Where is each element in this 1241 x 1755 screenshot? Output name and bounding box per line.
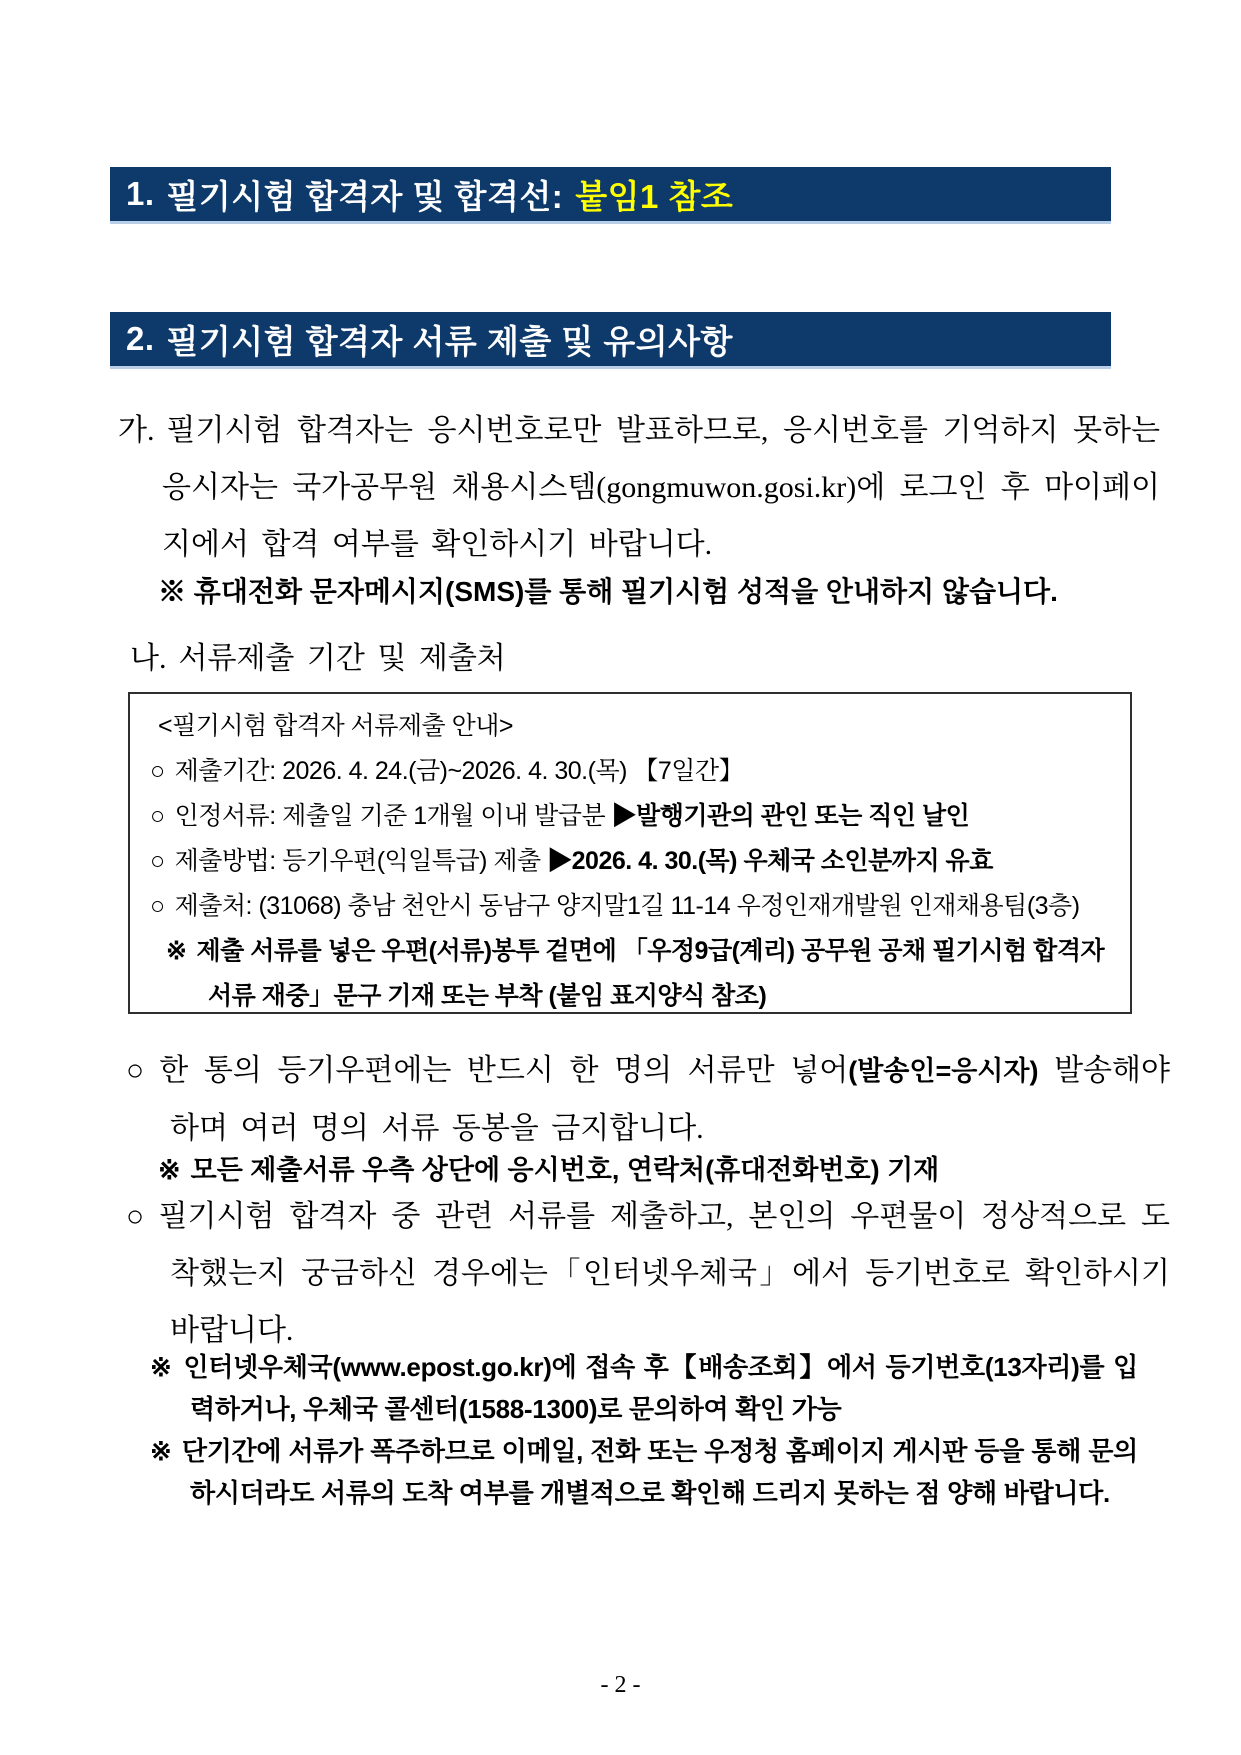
asterisk-marker: ※ <box>158 576 187 607</box>
box-envelope-note-text: 제출 서류를 넣은 우편(서류)봉투 겉면에 「우정9급(계리) 공무원 공채 필기시험 합격자 서류 재중」문구 기재 또는 부착 (붙임 표지양식 참조) <box>196 937 1105 1010</box>
contact-subnote <box>158 1148 939 1187</box>
circle-bullet: ○ <box>150 892 165 920</box>
box-item-documents-bold: ▶발행기관의 관인 또는 직인 날인 <box>611 802 970 830</box>
bullet-paragraph-one-envelope <box>126 1042 1170 1157</box>
paragraph-ga <box>118 402 1160 573</box>
sms-note <box>158 570 1058 610</box>
paragraph-na-text: 서류제출 기간 및 제출처 <box>178 642 506 675</box>
section-2-title: 필기시험 합격자 서류 제출 및 유의사항 <box>166 322 733 360</box>
circle-bullet: ○ <box>150 802 165 830</box>
section-1-title: 필기시험 합격자 및 합격선: <box>166 177 564 215</box>
circle-bullet: ○ <box>126 1200 147 1233</box>
note-epost-text: 인터넷우체국(www.epost.go.kr)에 접속 후【배송조회】에서 등기번호(13자리)를 입력하거나, 우체국 콜센터(1588-1300)로 문의하여 확인 가능 <box>183 1352 1138 1424</box>
bullet-one-text-after: 발송해야 하며 여러 명의 서류 동봉을 금지합니다. <box>170 1054 1170 1145</box>
asterisk-marker: ※ <box>158 1155 181 1185</box>
contact-subnote-text: 모든 제출서류 우측 상단에 응시번호, 연락처(휴대전화번호) 기재 <box>190 1155 940 1185</box>
bottom-notes <box>150 1346 1138 1514</box>
section-2-header-bar <box>110 312 1111 369</box>
circle-bullet: ○ <box>150 847 165 875</box>
box-item-method-bold: ▶2026. 4. 30.(목) 우체국 소인분까지 유효 <box>547 847 993 875</box>
paragraph-na <box>130 630 1030 687</box>
note-no-individual-check-text: 단기간에 서류가 폭주하므로 이메일, 전화 또는 우정청 홈페이지 게시판 등을 통해 문의하시더라도 서류의 도착 여부를 개별적으로 확인해 드리지 못하는 점 양해 바랍니다. <box>181 1436 1138 1508</box>
section-1-header-bar <box>110 167 1111 224</box>
circle-bullet: ○ <box>126 1054 148 1087</box>
bullet-paragraph-tracking <box>126 1188 1170 1359</box>
submission-guide-box <box>128 692 1132 1014</box>
paragraph-na-label: 나. <box>130 642 167 675</box>
box-item-documents <box>150 794 1114 839</box>
box-item-period <box>150 749 1114 794</box>
section-1-number: 1. <box>126 175 155 212</box>
paragraph-ga-label: 가. <box>118 414 155 447</box>
bullet-one-bold: (발송인=응시자) <box>848 1056 1039 1086</box>
box-item-period-text: 제출기간: 2026. 4. 24.(금)~2026. 4. 30.(목) 【7일간】 <box>174 757 744 785</box>
box-item-documents-text: 인정서류: 제출일 기준 1개월 이내 발급분 <box>174 802 612 830</box>
box-envelope-note <box>166 929 1114 1019</box>
asterisk-marker: ※ <box>150 1436 172 1466</box>
note-epost <box>150 1346 1138 1430</box>
bullet-one-text-before: 한 통의 등기우편에는 반드시 한 명의 서류만 넣어 <box>159 1054 849 1087</box>
asterisk-marker: ※ <box>150 1352 174 1382</box>
box-title: <필기시험 합격자 서류제출 안내> <box>158 712 513 740</box>
asterisk-marker: ※ <box>166 937 187 965</box>
note-no-individual-check <box>150 1430 1138 1514</box>
paragraph-ga-text: 필기시험 합격자는 응시번호로만 발표하므로, 응시번호를 기억하지 못하는 응시자는 국가공무원 채용시스템(gongmuwon.gosi.kr)에 로그인 후 마이페이지에서 합격 여부를 확인하시기 바랍니다. <box>162 414 1160 561</box>
box-item-address <box>150 884 1114 929</box>
section-1-highlight: 붙임1 참조 <box>575 177 734 215</box>
section-2-number: 2. <box>126 320 155 357</box>
box-item-address-text: 제출처: (31068) 충남 천안시 동남구 양지말1길 11-14 우정인재개발원 인재채용팀(3층) <box>174 892 1080 920</box>
box-item-method <box>150 839 1114 884</box>
box-item-method-text: 제출방법: 등기우편(익일특급) 제출 <box>174 847 548 875</box>
bullet-two-text: 필기시험 합격자 중 관련 서류를 제출하고, 본인의 우편물이 정상적으로 도착했는지 궁금하신 경우에는「인터넷우체국」에서 등기번호로 확인하시기 바랍니다. <box>158 1200 1170 1347</box>
page-number: - 2 - <box>600 1672 641 1698</box>
circle-bullet: ○ <box>150 757 165 785</box>
sms-note-text: 휴대전화 문자메시지(SMS)를 통해 필기시험 성적을 안내하지 않습니다. <box>193 576 1058 607</box>
